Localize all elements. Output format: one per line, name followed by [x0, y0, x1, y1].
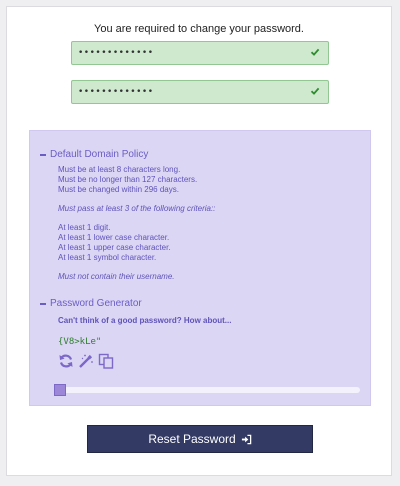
slider-handle[interactable] — [54, 384, 66, 396]
policy-rule: Must be at least 8 characters long. — [58, 165, 181, 174]
policy-rule: Must be no longer than 127 characters. — [58, 175, 198, 184]
policy-section-toggle[interactable] — [40, 149, 148, 160]
reset-password-label: Reset Password — [148, 432, 236, 446]
new-password-field[interactable] — [71, 41, 329, 65]
confirm-password-field[interactable] — [71, 80, 329, 104]
generator-title: Password Generator — [50, 298, 142, 309]
policy-rule: Must be changed within 296 days. — [58, 185, 179, 194]
check-icon — [310, 47, 320, 57]
username-rule: Must not contain their username. — [58, 272, 175, 281]
magic-wand-icon[interactable] — [78, 353, 94, 369]
collapse-icon[interactable] — [40, 154, 46, 156]
new-password-input[interactable] — [72, 42, 308, 64]
copy-icon[interactable] — [98, 353, 114, 369]
password-length-slider[interactable] — [54, 384, 360, 396]
policy-title: Default Domain Policy — [50, 149, 149, 160]
sign-in-icon — [241, 434, 252, 445]
change-password-card — [6, 6, 392, 476]
criteria-item: At least 1 lower case character. — [58, 233, 170, 242]
generator-question: Can't think of a good password? How about... — [58, 316, 232, 325]
generator-toolbar — [58, 353, 114, 369]
criteria-intro: Must pass at least 3 of the following criteria:: — [58, 204, 216, 213]
criteria-item: At least 1 digit. — [58, 223, 111, 232]
change-password-prompt: You are required to change your password. — [94, 23, 304, 35]
criteria-item: At least 1 upper case character. — [58, 243, 171, 252]
slider-track[interactable] — [54, 387, 360, 393]
criteria-item: At least 1 symbol character. — [58, 253, 157, 262]
confirm-password-input[interactable] — [72, 81, 308, 103]
check-icon — [310, 86, 320, 96]
refresh-icon[interactable] — [58, 353, 74, 369]
suggested-password: {V8>kLe" — [58, 337, 102, 347]
collapse-icon[interactable] — [40, 303, 46, 305]
generator-section-toggle[interactable] — [40, 298, 142, 309]
reset-password-button[interactable] — [87, 425, 313, 453]
password-policy-panel — [29, 130, 371, 406]
